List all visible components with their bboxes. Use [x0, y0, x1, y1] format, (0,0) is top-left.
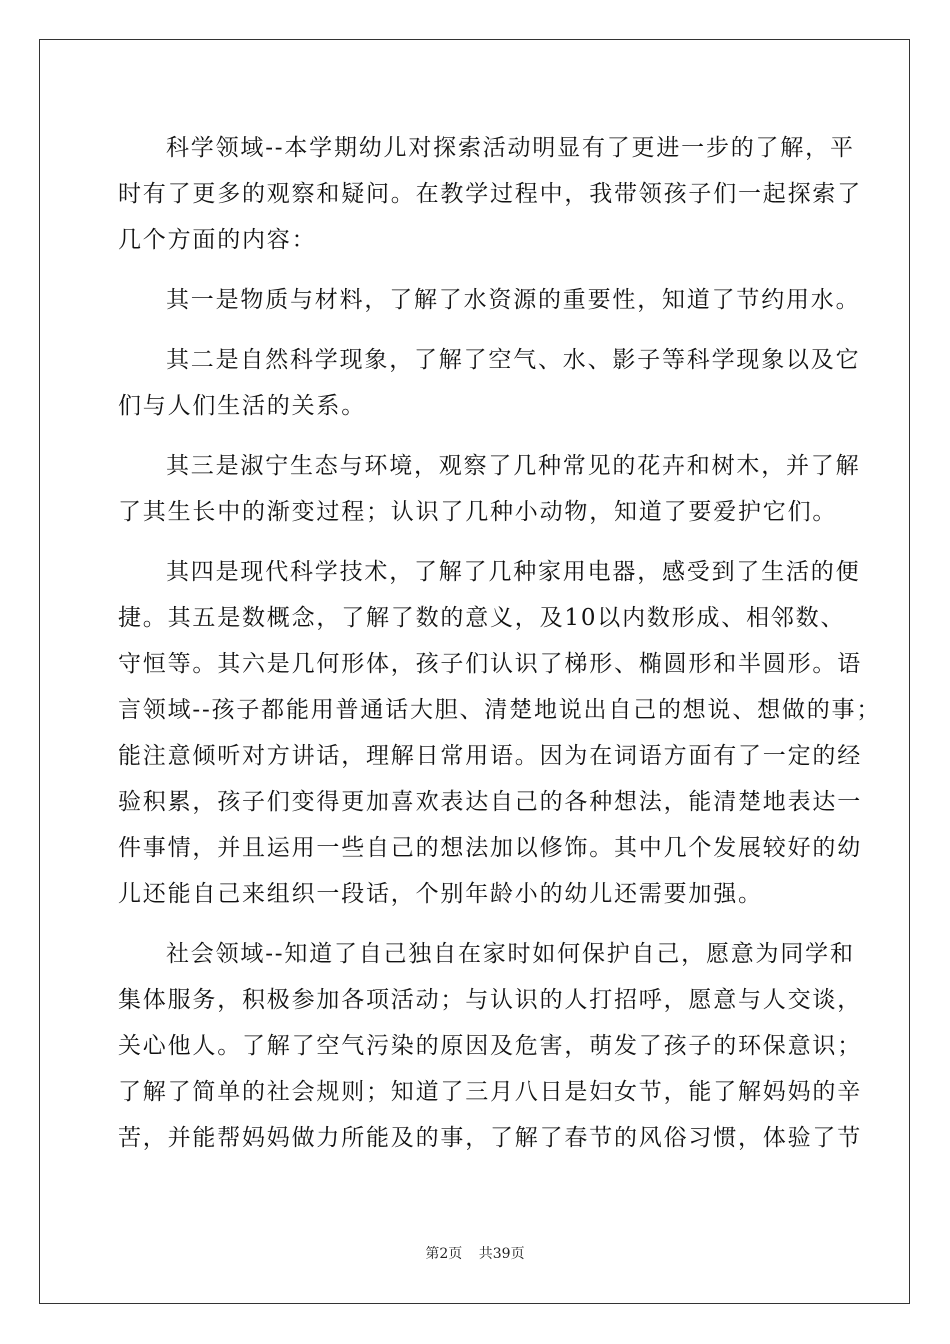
text-line: 几个方面的内容： [118, 227, 317, 253]
text-line: 件事情，并且运用一些自己的想法加以修饰。其中几个发展较好的幼 [118, 835, 862, 861]
page-number: 第2页 [425, 1246, 463, 1262]
text-line: 苦，并能帮妈妈做力所能及的事，了解了春节的风俗习惯，体验了节 [118, 1125, 862, 1151]
page-footer [0, 1243, 950, 1263]
paragraph-item-four-language [118, 549, 882, 917]
text-line: 时有了更多的观察和疑问。在教学过程中，我带领孩子们一起探索了 [118, 181, 862, 207]
text-line: 能注意倾听对方讲话，理解日常用语。因为在词语方面有了一定的经 [118, 743, 862, 769]
text-line: 其二是自然科学现象，了解了空气、水、影子等科学现象以及它 [166, 347, 861, 373]
document-body [118, 125, 882, 1161]
text-line: 们与人们生活的关系。 [118, 393, 366, 419]
text-line: 守恒等。其六是几何形体，孩子们认识了梯形、椭圆形和半圆形。语 [118, 651, 862, 677]
paragraph-item-one [118, 277, 861, 323]
text-line: 集体服务，积极参加各项活动；与认识的人打招呼，愿意与人交谈， [118, 987, 862, 1013]
text-line: 言领域--孩子都能用普通话大胆、清楚地说出自己的想说、想做的事； [118, 697, 882, 723]
text-line: 验积累，孩子们变得更加喜欢表达自己的各种想法，能清楚地表达一 [118, 789, 862, 815]
paragraph-science [118, 125, 862, 263]
paragraph-social [118, 931, 862, 1161]
text-line: 关心他人。了解了空气污染的原因及危害，萌发了孩子的环保意识； [118, 1033, 862, 1059]
text-line: 其三是淑宁生态与环境，观察了几种常见的花卉和树木，并了解 [166, 453, 861, 479]
page-total: 共39页 [478, 1246, 525, 1262]
text-line: 捷。其五是数概念，了解了数的意义，及10以内数形成、相邻数、 [118, 605, 846, 631]
paragraph-item-two [118, 337, 861, 429]
text-line: 了其生长中的渐变过程；认识了几种小动物，知道了要爱护它们。 [118, 499, 838, 525]
text-line: 社会领域--知道了自己独自在家时如何保护自己，愿意为同学和 [166, 941, 855, 967]
paragraph-item-three [118, 443, 861, 535]
text-line: 其一是物质与材料，了解了水资源的重要性，知道了节约用水。 [166, 287, 861, 313]
text-line: 其四是现代科学技术，了解了几种家用电器，感受到了生活的便 [166, 559, 861, 585]
text-line: 儿还能自己来组织一段话，个别年龄小的幼儿还需要加强。 [118, 881, 763, 907]
text-line: 科学领域--本学期幼儿对探索活动明显有了更进一步的了解，平 [166, 135, 855, 161]
text-line: 了解了简单的社会规则；知道了三月八日是妇女节，能了解妈妈的辛 [118, 1079, 862, 1105]
